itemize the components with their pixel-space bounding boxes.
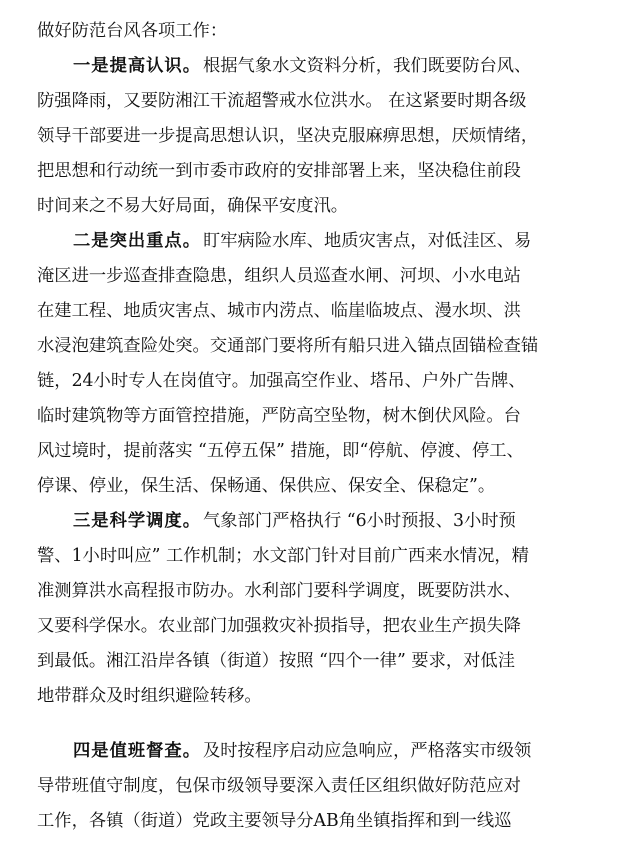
text-line	[37, 469, 495, 503]
text-line	[37, 119, 538, 153]
section-heading: 一是提高认识。	[73, 56, 201, 76]
line-text: 临时建筑物等方面管控措施，严防高空坠物，树木倒伏风险。台	[37, 406, 521, 426]
text-line	[37, 769, 521, 803]
line-text: 在建工程、地质灾害点、城市内涝点、临崖临坡点、漫水坝、洪	[37, 301, 521, 321]
line-text: 准测算洪水高程报市防办。水利部门要科学调度，既要防洪水、	[37, 581, 521, 601]
text-line	[37, 294, 521, 328]
line-text: 到最低。湘江沿岸各镇（街道）按照 “四个一律” 要求，对低洼	[37, 651, 515, 671]
text-line	[37, 804, 512, 838]
line-text: 时间来之不易大好局面，确保平安度汛。	[37, 196, 349, 216]
line-text: 淹区进一步巡查排查隐患，组织人员巡查水闸、河坝、小水电站	[37, 266, 521, 286]
line-text: 停课、停业，保生活、保畅通、保供应、保安全、保稳定”。	[37, 476, 496, 496]
paragraph-first-line	[73, 49, 531, 83]
text-line	[37, 14, 227, 48]
paragraph-first-line	[73, 224, 531, 258]
paragraph-first-line	[73, 504, 516, 538]
line-text: 工作，各镇（街道）党政主要领导分AB角坐镇指挥和到一线巡	[37, 811, 512, 831]
line-text: 警、1小时叫应” 工作机制；水文部门针对目前广西来水情况，精	[37, 546, 529, 566]
line-text: 链，24小时专人在岗值守。加强高空作业、塔吊、户外广告牌、	[37, 371, 526, 391]
line-text: 风过境时，提前落实 “五停五保” 措施，即“停航、停渡、停工、	[37, 441, 524, 461]
section-heading: 四是值班督查。	[73, 741, 201, 761]
text-line	[37, 364, 526, 398]
text-line	[37, 609, 521, 643]
text-line	[37, 574, 521, 608]
line-text: 导带班值守制度，包保市级领导要深入责任区组织做好防范应对	[37, 776, 521, 796]
text-line	[37, 259, 521, 293]
line-text: 气象部门严格执行 “6小时预报、3小时预	[202, 511, 516, 531]
line-text: 又要科学保水。农业部门加强救灾补损指导，把农业生产损失降	[37, 616, 521, 636]
line-text: 把思想和行动统一到市委市政府的安排部署上来，坚决稳住前段	[37, 161, 521, 181]
line-text: 领导干部要进一步提高思想认识，坚决克服麻痹思想，厌烦情绪，	[37, 126, 539, 146]
line-text: 根据气象水文资料分析，我们既要防台风、	[202, 56, 532, 76]
section-heading: 三是科学调度。	[73, 511, 201, 531]
line-text: 盯牢病险水库、地质灾害点，对低洼区、易	[202, 231, 532, 251]
line-text: 做好防范台风各项工作：	[37, 21, 228, 41]
text-line	[37, 154, 521, 188]
text-line	[37, 189, 348, 223]
text-line	[37, 84, 526, 118]
text-line	[37, 329, 538, 363]
line-text: 水浸泡建筑查险处突。交通部门要将所有船只进入锚点固锚检查锚	[37, 336, 539, 356]
text-line	[37, 434, 524, 468]
section-heading: 二是突出重点。	[73, 231, 201, 251]
line-text: 防强降雨，又要防湘江干流超警戒水位洪水。 在这紧要时期各级	[37, 91, 527, 111]
paragraph-first-line	[73, 734, 531, 768]
text-line	[37, 644, 515, 678]
text-line	[37, 399, 521, 433]
text-line	[37, 679, 262, 713]
line-text: 及时按程序启动应急响应，严格落实市级领	[202, 741, 532, 761]
line-text: 地带群众及时组织避险转移。	[37, 686, 262, 706]
text-line	[37, 539, 529, 573]
